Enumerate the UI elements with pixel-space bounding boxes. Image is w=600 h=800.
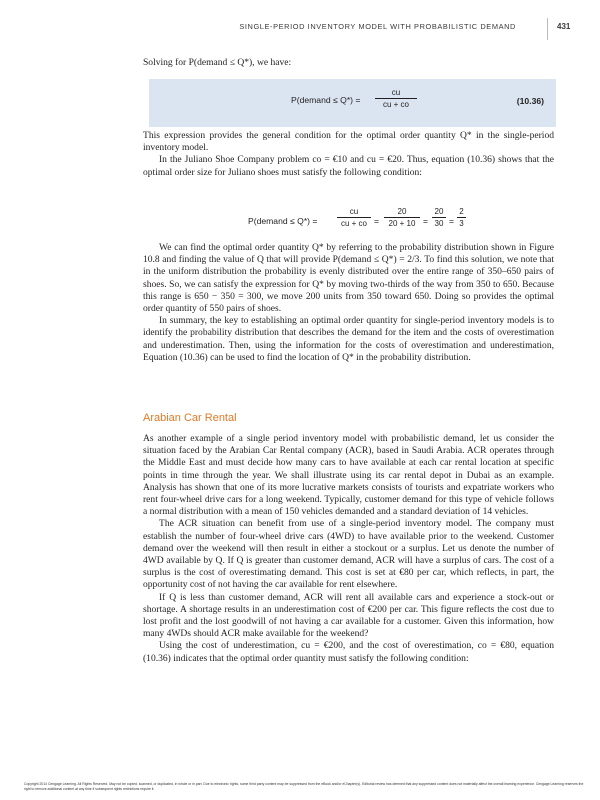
body-block-2: [143, 242, 554, 364]
body-block-1: [143, 130, 554, 179]
paragraph-1: This expression provides the general condition for the optimal order quantity Q* in the single-period inventory model.: [143, 130, 554, 154]
juliano-lhs: P(demand ≤ Q*) =: [248, 216, 318, 226]
equation-lhs: P(demand ≤ Q*) =: [291, 95, 361, 105]
header-divider: [547, 18, 548, 40]
juliano-fraction-4: 2 3: [459, 207, 464, 228]
page-number: 431: [557, 22, 571, 31]
fraction-denominator: cu + co: [382, 99, 409, 109]
equation-10-36-box: [149, 79, 556, 127]
paragraph-6: The ACR situation can benefit from use of a single-period inventory model. The company must establish the number of four-wheel drive cars (4WD) to have available prior to the weekend. Customer demand over the weekend will then result in either a stockout or a surplus. Let us denote the number of 4WD available by Q. If Q is greater than customer demand, ACR will have a surplus of cars. The cost of a surplus is the cost of overestimating demand. This cost is set at €80 per car, which reflects, in part, the opportunity cost of not having the car available for rent elsewhere.: [143, 518, 554, 591]
juliano-fraction-2: 20 20 + 10: [388, 207, 416, 228]
paragraph-8: Using the cost of underestimation, cu = €200, and the cost of overestimation, co = €80, equation (10.36) indicates that the optimal order quantity must satisfy the following condition:: [143, 640, 554, 664]
copyright-footer: Copyright 2014 Cengage Learning. All Rights Reserved. May not be copied, scanned, or duplicated, in whole or in part. Due to electronic rights, some third party content may be suppressed from the eBook and/or eChapter(s). Editorial review has deemed that any suppressed content does not materially affect the overall learning experience. Cengage Learning reserves the right to remove additional content at any time if subsequent rights restrictions require it.: [24, 782, 584, 791]
juliano-fraction-1: cu cu + co: [340, 207, 367, 228]
paragraph-4: In summary, the key to establishing an optimal order quantity for single-period inventory models is to identify the probability distribution that describes the demand for the item and the costs of overestimation and underestimation. Then, using the information for the costs of overestimation and underestimation, Equation (10.36) can be used to find the location of Q* in the probability distribution.: [143, 315, 554, 363]
running-header: SINGLE-PERIOD INVENTORY MODEL WITH PROBABILISTIC DEMAND: [239, 22, 516, 31]
equation-number: (10.36): [516, 96, 544, 106]
equation-fraction: [375, 88, 417, 109]
fraction-numerator: cu: [391, 88, 401, 97]
intro-line: Solving for P(demand ≤ Q*), we have:: [143, 57, 292, 68]
juliano-fraction-3: 20 30: [434, 207, 444, 228]
paragraph-5: As another example of a single period inventory model with probabilistic demand, let us consider the situation faced by the Arabian Car Rental company (ACR), based in Saudi Arabia. ACR operates through the Middle East and must decide how many cars to have available at each car rental location at specific points in time through the year. We shall illustrate using its car rental depot in Dubai as an example. Analysis has shown that one of its more lucrative markets consists of tourists and expatriate workers who rent four-wheel drive cars for a long weekend. Typically, customer demand for this type of vehicle follows a normal distribution with a mean of 150 vehicles demanded and a standard deviation of 14 vehicles.: [143, 433, 554, 518]
section-heading: Arabian Car Rental: [143, 412, 237, 424]
paragraph-7: If Q is less than customer demand, ACR will rent all available cars and experience a stock-out or shortage. A shortage results in an underestimation cost of €200 per car. This figure reflects the cost due to lost profit and the lost goodwill of not having a car available for a customer. Given this information, how many 4WDs should ACR make available for the weekend?: [143, 591, 554, 640]
equation-juliano: P(demand ≤ Q*) = cu cu + co = 20 20 + 10 = 20 30 = 2 3: [0, 201, 600, 241]
paragraph-3: We can find the optimal order quantity Q* by referring to the probability distribution shown in Figure 10.8 and finding the value of Q that will provide P(demand ≤ Q*) = 2/3. To find this solution, we note that in the uniform distribution the probability is evenly distributed over the entire range of 350–650 pairs of shoes. So, we can satisfy the expression for Q* by moving two-thirds of the way from 350 to 650. Because this range is 650 − 350 = 300, we move 200 units from 350 toward 650. Doing so provides the optimal order quantity of 550 pairs of shoes.: [143, 242, 554, 315]
body-block-3: [143, 433, 554, 665]
paragraph-2: In the Juliano Shoe Company problem co = €10 and cu = €20. Thus, equation (10.36) shows that the optimal order size for Juliano shoes must satisfy the following condition:: [143, 154, 554, 178]
